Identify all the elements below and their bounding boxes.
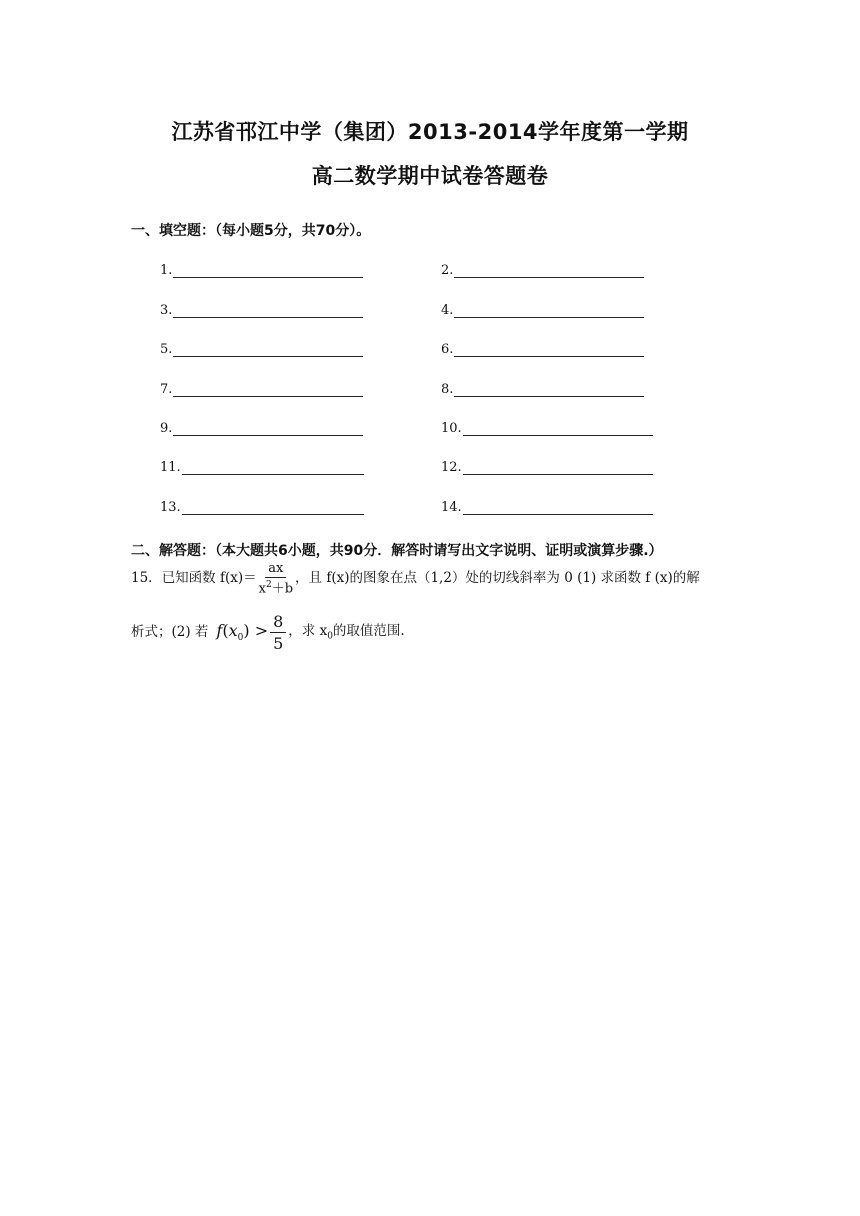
blank-number: 6. — [441, 342, 454, 357]
blank-line — [454, 382, 644, 397]
blank-number: 11. — [160, 460, 181, 475]
answer-blank-1[interactable] — [160, 263, 363, 278]
answer-blank-3[interactable] — [160, 303, 363, 318]
blank-number: 4. — [441, 303, 454, 318]
question-15-line-1 — [131, 562, 700, 595]
answer-blank-4[interactable] — [441, 303, 644, 318]
blank-line — [463, 460, 653, 475]
function-fraction — [259, 562, 293, 595]
answer-blank-5[interactable] — [160, 342, 363, 357]
blank-number: 5. — [160, 342, 173, 357]
section-2-heading: 二、解答题：（本大题共6小题，共90分．解答时请写出文字说明、证明或演算步骤.） — [131, 543, 663, 559]
blank-line — [173, 303, 363, 318]
answer-blank-10[interactable] — [441, 421, 653, 436]
blank-number: 2. — [441, 263, 454, 278]
blank-line — [173, 421, 363, 436]
question-15-line-2 — [131, 614, 405, 652]
fraction-numerator: 8 — [270, 614, 286, 633]
answer-blank-6[interactable] — [441, 342, 644, 357]
answer-blank-8[interactable] — [441, 382, 644, 397]
blank-line — [182, 500, 364, 515]
fraction-denominator: 5 — [273, 634, 284, 653]
blank-number: 1. — [160, 263, 173, 278]
question-text: ，求 $x_0$的取值范围. — [288, 622, 405, 642]
question-text: ，且 f(x)的图象在点（1,2）处的切线斜率为 0 (1) 求函数 f (x)的解 — [295, 569, 700, 586]
blank-number: 12. — [441, 460, 462, 475]
blank-number: 9. — [160, 421, 173, 436]
answer-blank-12[interactable] — [441, 460, 653, 475]
title-line-2: 高二数学期中试卷答题卷 — [311, 164, 549, 188]
blank-line — [173, 342, 363, 357]
blank-number: 8. — [441, 382, 454, 397]
blank-line — [454, 263, 644, 278]
blank-line — [463, 421, 653, 436]
answer-blank-7[interactable] — [160, 382, 363, 397]
answer-blank-11[interactable] — [160, 460, 364, 475]
answer-blank-13[interactable] — [160, 500, 364, 515]
blank-line — [182, 460, 364, 475]
blank-number: 14. — [441, 500, 462, 515]
fraction-denominator: $x^2+b$ — [258, 580, 294, 597]
blank-line — [454, 303, 644, 318]
condition-expression: $f(x_0)$ > — [216, 620, 269, 644]
question-text: 已知函数 f(x)＝ — [161, 569, 257, 586]
title-line-1: 江苏省邗江中学（集团）2013-2014学年度第一学期 — [171, 120, 689, 144]
answer-blank-14[interactable] — [441, 500, 653, 515]
answer-blank-2[interactable] — [441, 263, 644, 278]
question-text: 析式；(2) 若 — [131, 624, 209, 641]
blank-number: 3. — [160, 303, 173, 318]
blank-line — [173, 263, 363, 278]
blank-number: 7. — [160, 382, 173, 397]
condition-fraction — [270, 614, 286, 652]
blank-line — [454, 342, 644, 357]
question-number: 15． — [131, 569, 162, 586]
fraction-numerator: ax — [265, 562, 286, 578]
section-1-heading: 一、填空题：（每小题5分，共70分）。 — [131, 223, 371, 239]
blank-line — [463, 500, 653, 515]
blank-line — [173, 382, 363, 397]
answer-blank-9[interactable] — [160, 421, 363, 436]
blank-number: 13. — [160, 500, 181, 515]
blank-number: 10. — [441, 421, 462, 436]
